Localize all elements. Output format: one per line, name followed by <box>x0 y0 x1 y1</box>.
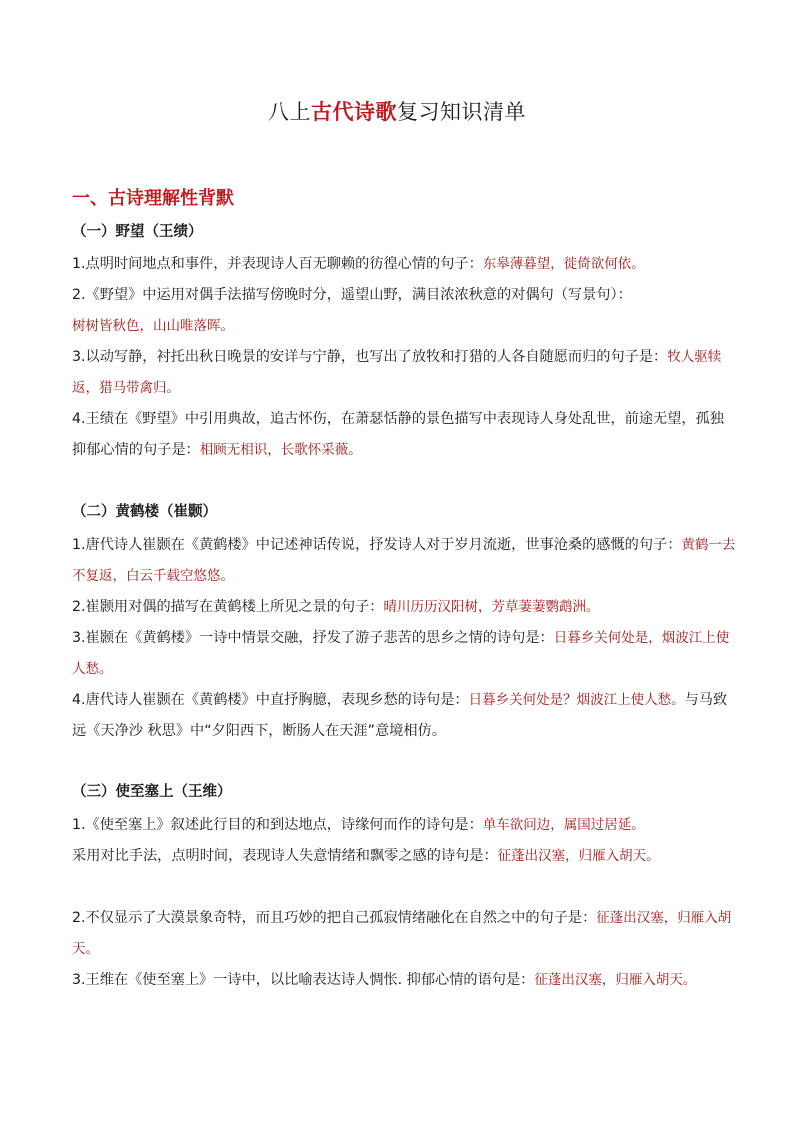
answer-text: 单车欲问边，属国过居延。 <box>482 817 645 833</box>
question-item: 采用对比手法，点明时间，表现诗人失意情绪和飘零之感的诗句是：征蓬出汉塞，归雁入胡天。 <box>72 848 660 864</box>
group-title-shizhisaishang: （三）使至塞上（王维） <box>72 784 232 800</box>
question-item: 2.《野望》中运用对偶手法描写傍晚时分，遥望山野，满目浓浓秋意的对偶句（写景句）： 树树皆秋色，山山唯落晖。 <box>72 280 737 341</box>
question-item: 4.唐代诗人崔颢在《黄鹤楼》中直抒胸臆，表现乡愁的诗句是：日暮乡关何处是？烟波江上使人愁。与马致远《天净沙 秋思》中“夕阳西下，断肠人在天涯”意境相仿。 <box>72 692 728 739</box>
section-heading: 一、古诗理解性背默 <box>72 188 234 209</box>
question-item: 1.唐代诗人崔颢在《黄鹤楼》中记述神话传说，抒发诗人对于岁月流逝，世事沧桑的感慨的句子：黄鹤一去不复返，白云千载空悠悠。 <box>72 537 736 584</box>
page-title <box>0 97 794 127</box>
answer-text: 相顾无相识，长歌怀采薇。 <box>199 441 362 458</box>
comparison-note: 与马致远《天净沙 秋思》中“夕阳西下，断肠人在天涯”意境相仿。 <box>72 692 728 739</box>
answer-text: 树树皆秋色，山山唯落晖。 <box>72 317 234 334</box>
answer-text: 日暮乡关何处是？烟波江上使人愁。 <box>468 692 685 708</box>
title-prefix: 八上 <box>268 100 311 124</box>
answer-text: 征蓬出汉塞，归雁入胡天。 <box>72 910 732 957</box>
group-title-yewang: （一）野望（王绩） <box>72 224 203 240</box>
answer-text: 牧人驱犊返，猎马带禽归。 <box>72 349 722 396</box>
answer-text: 征蓬出汉塞，归雁入胡天。 <box>534 972 697 988</box>
group-title-huanghelou: （二）黄鹤楼（崔颢） <box>72 504 217 520</box>
answer-text: 黄鹤一去不复返，白云千载空悠悠。 <box>72 537 736 584</box>
answer-text: 日暮乡关何处是，烟波江上使人愁。 <box>72 630 730 677</box>
title-suffix: 复习知识清单 <box>397 100 526 124</box>
question-item: 2.崔颢用对偶的描写在黄鹤楼上所见之景的句子：晴川历历汉阳树，芳草萋萋鹦鹉洲。 <box>72 599 600 615</box>
question-item: 1.点明时间地点和事件，并表现诗人百无聊赖的彷徨心情的句子：东皋薄暮望，徙倚欲何依。 <box>72 256 645 272</box>
question-item: 3.王维在《使至塞上》一诗中，以比喻表达诗人惆怅. 抑郁心情的语句是：征蓬出汉塞，归雁入胡天。 <box>72 972 697 988</box>
question-item: 2.不仅显示了大漠景象奇特，而且巧妙的把自己孤寂情绪融化在自然之中的句子是：征蓬出汉塞，归雁入胡天。 <box>72 910 732 957</box>
answer-text: 征蓬出汉塞，归雁入胡天。 <box>497 848 660 864</box>
question-item: 4.王绩在《野望》中引用典故，追古怀伤，在萧瑟恬静的景色描写中表现诗人身处乱世，前途无望，孤独抑郁心情的句子是：相顾无相识，长歌怀采薇。 <box>72 411 724 458</box>
answer-text: 晴川历历汉阳树，芳草萋萋鹦鹉洲。 <box>383 599 600 615</box>
question-item: 1.《使至塞上》叙述此行目的和到达地点，诗缘何而作的诗句是：单车欲问边，属国过居延。 <box>72 817 645 833</box>
question-item: 3.以动写静，衬托出秋日晚景的安详与宁静，也写出了放牧和打猎的人各自随愿而归的句子是：牧人驱犊返，猎马带禽归。 <box>72 349 722 396</box>
answer-text: 东皋薄暮望，徙倚欲何依。 <box>482 256 645 272</box>
question-item: 3.崔颢在《黄鹤楼》一诗中情景交融，抒发了游子悲苦的思乡之情的诗句是：日暮乡关何处是，烟波江上使人愁。 <box>72 630 730 677</box>
title-accent: 古代诗歌 <box>311 100 397 124</box>
